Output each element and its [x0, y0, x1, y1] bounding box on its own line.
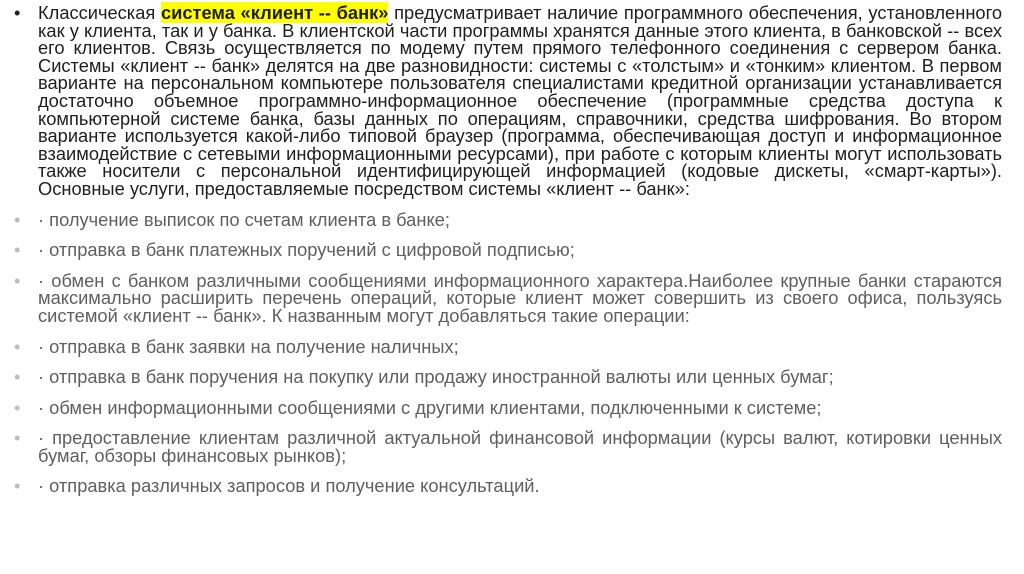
bullet-marker: •	[14, 396, 21, 418]
paragraph-body: предусматривает наличие программного обеспечения, установленного как у клиента, так и у банка. В клиентской части программы хранятся данные этого клиента, в банковской -- всех его клиентов. Связь осуществляется по модему путем прямого телефонного соединения с сервером банка. Системы «клиент -- банк» делятся на две разновидности: системы с «толстым» и «тонким» клиентом. В первом варианте на персональном компьютере пользователя специалистами кредитной организации устанавливается достаточно объемное программно-информационное обеспечение (программные средства доступа к компьютерной системе банка, базы данных по операциям, справочники, средства шифрования. Во втором варианте используется какой-либо типовой браузер (программа, обеспечивающая доступ и информационное взаимодействие с сетевыми информационными ресурсами), при работе с которым клиенты могут использовать также носители с персональной идентифицирующей информацией (кодовые дискеты, «смарт-карты»). Основные услуги, предоставляемые посредством системы «клиент -- банк»:	[38, 2, 1003, 199]
list-item-text: · отправка в банк поручения на покупку или продажу иностранной валюты или ценных бумаг;	[38, 366, 834, 388]
slide-content	[12, 4, 1002, 495]
main-paragraph	[12, 4, 1002, 198]
list-item-text: · обмен с банком различными сообщениями информационного характера.Наиболее крупные банки стараются максимально расширить перечень операций, которые клиент может совершить из своего офиса, пользуясь системой «клиент -- банк». К названным могут добавляться такие операции:	[38, 269, 1002, 326]
list-item	[12, 335, 1002, 357]
bullet-marker: •	[14, 366, 21, 388]
bullet-marker: •	[14, 427, 21, 449]
list-item-text: · обмен информационными сообщениями с другими клиентами, подключенными к системе;	[38, 396, 822, 418]
paragraph-lead: Классическая	[38, 2, 161, 23]
highlighted-term: система «клиент -- банк»	[160, 2, 389, 23]
list-item	[12, 208, 1002, 230]
list-item-text: · отправка различных запросов и получение консультаций.	[38, 475, 540, 497]
list-item-text: · предоставление клиентам различной актуальной финансовой информации (курсы валют, котировки ценных бумаг, обзоры финансовых рынков);	[38, 427, 1002, 466]
list-item	[12, 368, 1002, 386]
bullet-marker: •	[14, 475, 21, 497]
list-item-text: · получение выписок по счетам клиента в банке;	[38, 208, 450, 230]
list-item-text: · отправка в банк заявки на получение наличных;	[38, 335, 459, 357]
list-item	[12, 241, 1002, 259]
bullet-marker: •	[14, 208, 21, 230]
bullet-marker: •	[14, 2, 21, 23]
list-item	[12, 477, 1002, 495]
list-item	[12, 396, 1002, 418]
bullet-marker: •	[14, 335, 21, 357]
list-item	[12, 429, 1002, 464]
list-item-text: · отправка в банк платежных поручений с цифровой подписью;	[38, 239, 575, 261]
bullet-marker: •	[14, 239, 21, 261]
list-item	[12, 269, 1002, 326]
bullet-marker: •	[14, 269, 21, 291]
